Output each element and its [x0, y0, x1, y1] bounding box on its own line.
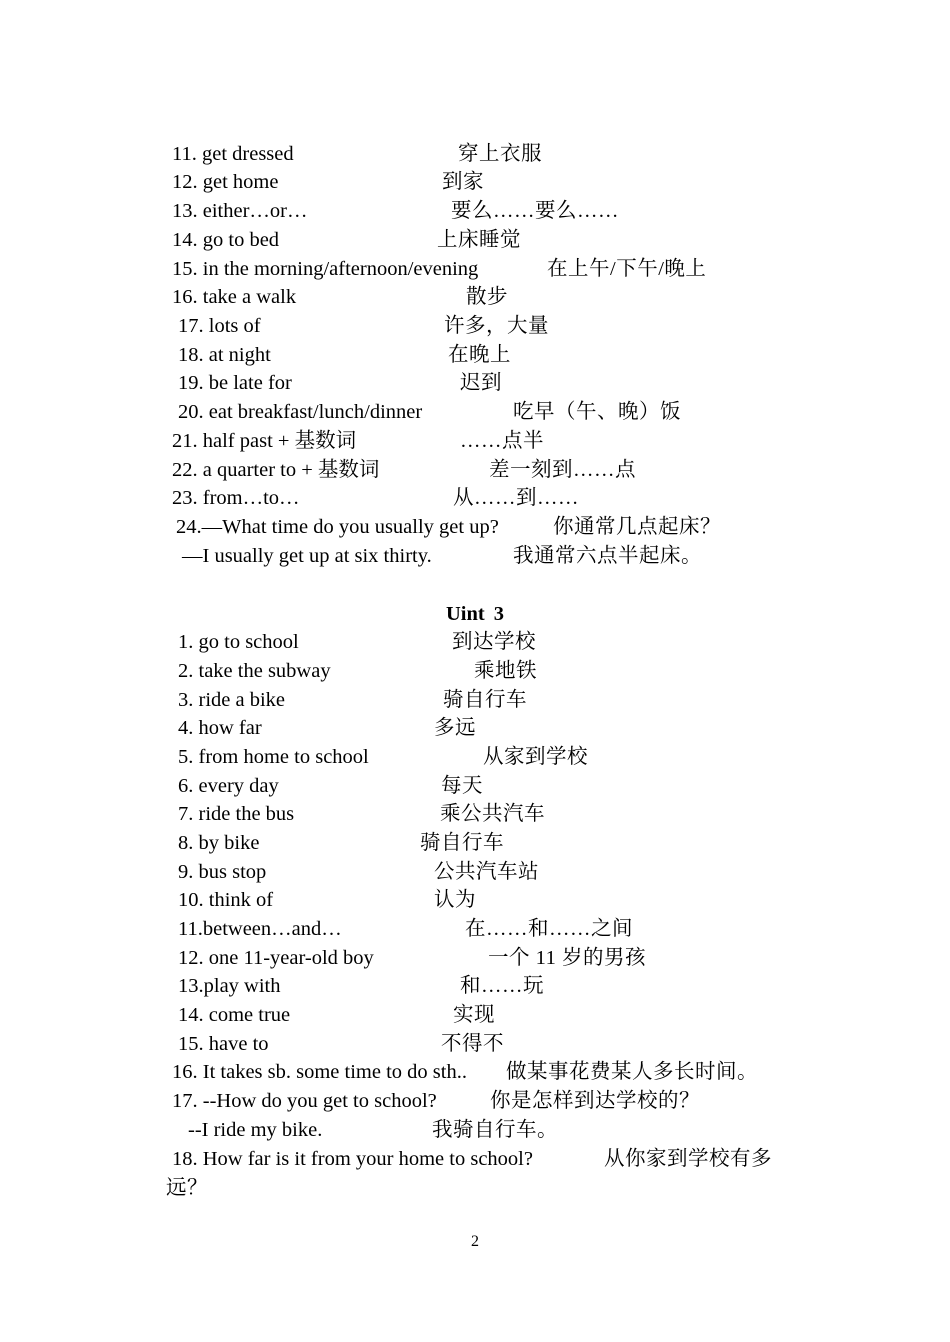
vocab-line: [0, 686, 950, 715]
chinese-meaning: 从……到……: [453, 487, 579, 509]
sentence-line: [0, 1058, 950, 1087]
chinese-meaning: 认为: [434, 889, 476, 911]
english-phrase: 18. How far is it from your home to school?: [172, 1148, 533, 1170]
chinese-meaning: 要么……要么……: [451, 200, 619, 222]
english-phrase: 17. lots of: [178, 315, 261, 337]
chinese-meaning: 我骑自行车。: [432, 1119, 558, 1141]
chinese-meaning: 差一刻到……点: [489, 459, 636, 481]
english-phrase: 4. how far: [178, 717, 262, 739]
dialogue-line: [0, 542, 950, 571]
chinese-meaning: 和……玩: [460, 975, 544, 997]
sentence-continuation: [0, 1174, 950, 1203]
vocab-line: [0, 427, 950, 456]
vocab-line: [0, 312, 950, 341]
chinese-meaning: 不得不: [441, 1033, 504, 1055]
chinese-meaning: 散步: [466, 286, 508, 308]
vocab-line: [0, 255, 950, 284]
chinese-meaning: 公共汽车站: [434, 861, 539, 883]
vocab-line: [0, 743, 950, 772]
chinese-meaning: 多远: [434, 717, 476, 739]
vocab-line: [0, 197, 950, 226]
chinese-meaning: ……点半: [460, 430, 544, 452]
vocab-line: [0, 140, 950, 169]
english-phrase: 10. think of: [178, 889, 274, 911]
english-phrase: 2. take the subway: [178, 660, 331, 682]
vocab-line: [0, 800, 950, 829]
english-phrase: 20. eat breakfast/lunch/dinner: [178, 401, 423, 423]
english-phrase: 14. go to bed: [172, 229, 280, 251]
vocab-line: [0, 283, 950, 312]
english-phrase: 24.—What time do you usually get up?: [176, 516, 499, 538]
sentence-line: [0, 1145, 950, 1174]
chinese-meaning: 到达学校: [452, 631, 536, 653]
chinese-meaning: 迟到: [460, 372, 502, 394]
english-phrase: 8. by bike: [178, 832, 260, 854]
english-phrase: 15. have to: [178, 1033, 269, 1055]
dialogue-line: [0, 1116, 950, 1145]
english-phrase: 7. ride the bus: [178, 803, 295, 825]
chinese-meaning: 你通常几点起床？: [553, 516, 721, 538]
vocab-line: [0, 628, 950, 657]
chinese-meaning: 从家到学校: [483, 746, 588, 768]
chinese-meaning: 骑自行车: [420, 832, 504, 854]
chinese-meaning: 乘地铁: [474, 660, 537, 682]
chinese-meaning: 骑自行车: [443, 689, 527, 711]
vocab-line: [0, 341, 950, 370]
vocab-line: [0, 1001, 950, 1030]
chinese-meaning: 上床睡觉: [437, 229, 521, 251]
vocab-line: [0, 369, 950, 398]
vocab-line: [0, 886, 950, 915]
vocab-line: [0, 657, 950, 686]
chinese-meaning: 在晚上: [448, 344, 511, 366]
english-phrase: --I ride my bike.: [188, 1119, 323, 1141]
chinese-meaning: 吃早（午、晚）饭: [513, 401, 681, 423]
vocab-line: [0, 915, 950, 944]
english-phrase: 6. every day: [178, 775, 279, 797]
chinese-meaning: 在……和……之间: [465, 918, 633, 940]
vocab-line: [0, 226, 950, 255]
english-phrase: 11. get dressed: [172, 143, 294, 165]
dialogue-line: [0, 1087, 950, 1116]
chinese-meaning: 每天: [441, 775, 483, 797]
chinese-meaning: 做某事花费某人多长时间。: [506, 1061, 758, 1083]
english-phrase: 5. from home to school: [178, 746, 369, 768]
chinese-meaning: 实现: [453, 1004, 495, 1026]
english-phrase: 1. go to school: [178, 631, 299, 653]
english-phrase: 15. in the morning/afternoon/evening: [172, 258, 479, 280]
english-phrase: 23. from…to…: [172, 487, 300, 509]
english-phrase: 12. one 11-year-old boy: [178, 947, 374, 969]
english-phrase: 16. It takes sb. some time to do sth..: [172, 1061, 467, 1083]
english-phrase: 16. take a walk: [172, 286, 297, 308]
english-phrase: 11.between…and…: [178, 918, 342, 940]
english-phrase: 14. come true: [178, 1004, 291, 1026]
vocab-line: [0, 829, 950, 858]
dialogue-line: [0, 513, 950, 542]
chinese-meaning: 我通常六点半起床。: [513, 545, 702, 567]
english-phrase: —I usually get up at six thirty.: [182, 545, 432, 567]
english-phrase: 13.play with: [178, 975, 281, 997]
vocab-line: [0, 714, 950, 743]
vocab-line: [0, 168, 950, 197]
english-phrase: 9. bus stop: [178, 861, 267, 883]
chinese-meaning: 在上午/下午/晚上: [547, 258, 707, 280]
english-phrase: 21. half past + 基数词: [172, 430, 357, 452]
page-number: 2: [471, 1233, 479, 1250]
english-phrase: 18. at night: [178, 344, 271, 366]
english-phrase: 13. either…or…: [172, 200, 308, 222]
english-phrase: 19. be late for: [178, 372, 292, 394]
chinese-meaning: 从你家到学校有多: [604, 1148, 772, 1170]
chinese-meaning: 许多，大量: [444, 315, 549, 337]
vocab-line: [0, 772, 950, 801]
vocab-line: [0, 456, 950, 485]
vocab-line: [0, 944, 950, 973]
chinese-meaning: 远？: [166, 1177, 208, 1199]
vocab-line: [0, 484, 950, 513]
vocab-line: [0, 1030, 950, 1059]
vocab-line: [0, 858, 950, 887]
chinese-meaning: 穿上衣服: [458, 143, 542, 165]
english-phrase: 22. a quarter to + 基数词: [172, 459, 380, 481]
english-phrase: 12. get home: [172, 171, 279, 193]
chinese-meaning: 你是怎样到达学校的？: [490, 1090, 700, 1112]
english-phrase: 17. --How do you get to school?: [172, 1090, 437, 1112]
chinese-meaning: 乘公共汽车: [440, 803, 545, 825]
unit-heading: Uint 3: [445, 603, 505, 625]
vocab-line: [0, 398, 950, 427]
chinese-meaning: 一个 11 岁的男孩: [488, 947, 646, 969]
english-phrase: 3. ride a bike: [178, 689, 286, 711]
vocab-line: [0, 972, 950, 1001]
chinese-meaning: 到家: [442, 171, 484, 193]
